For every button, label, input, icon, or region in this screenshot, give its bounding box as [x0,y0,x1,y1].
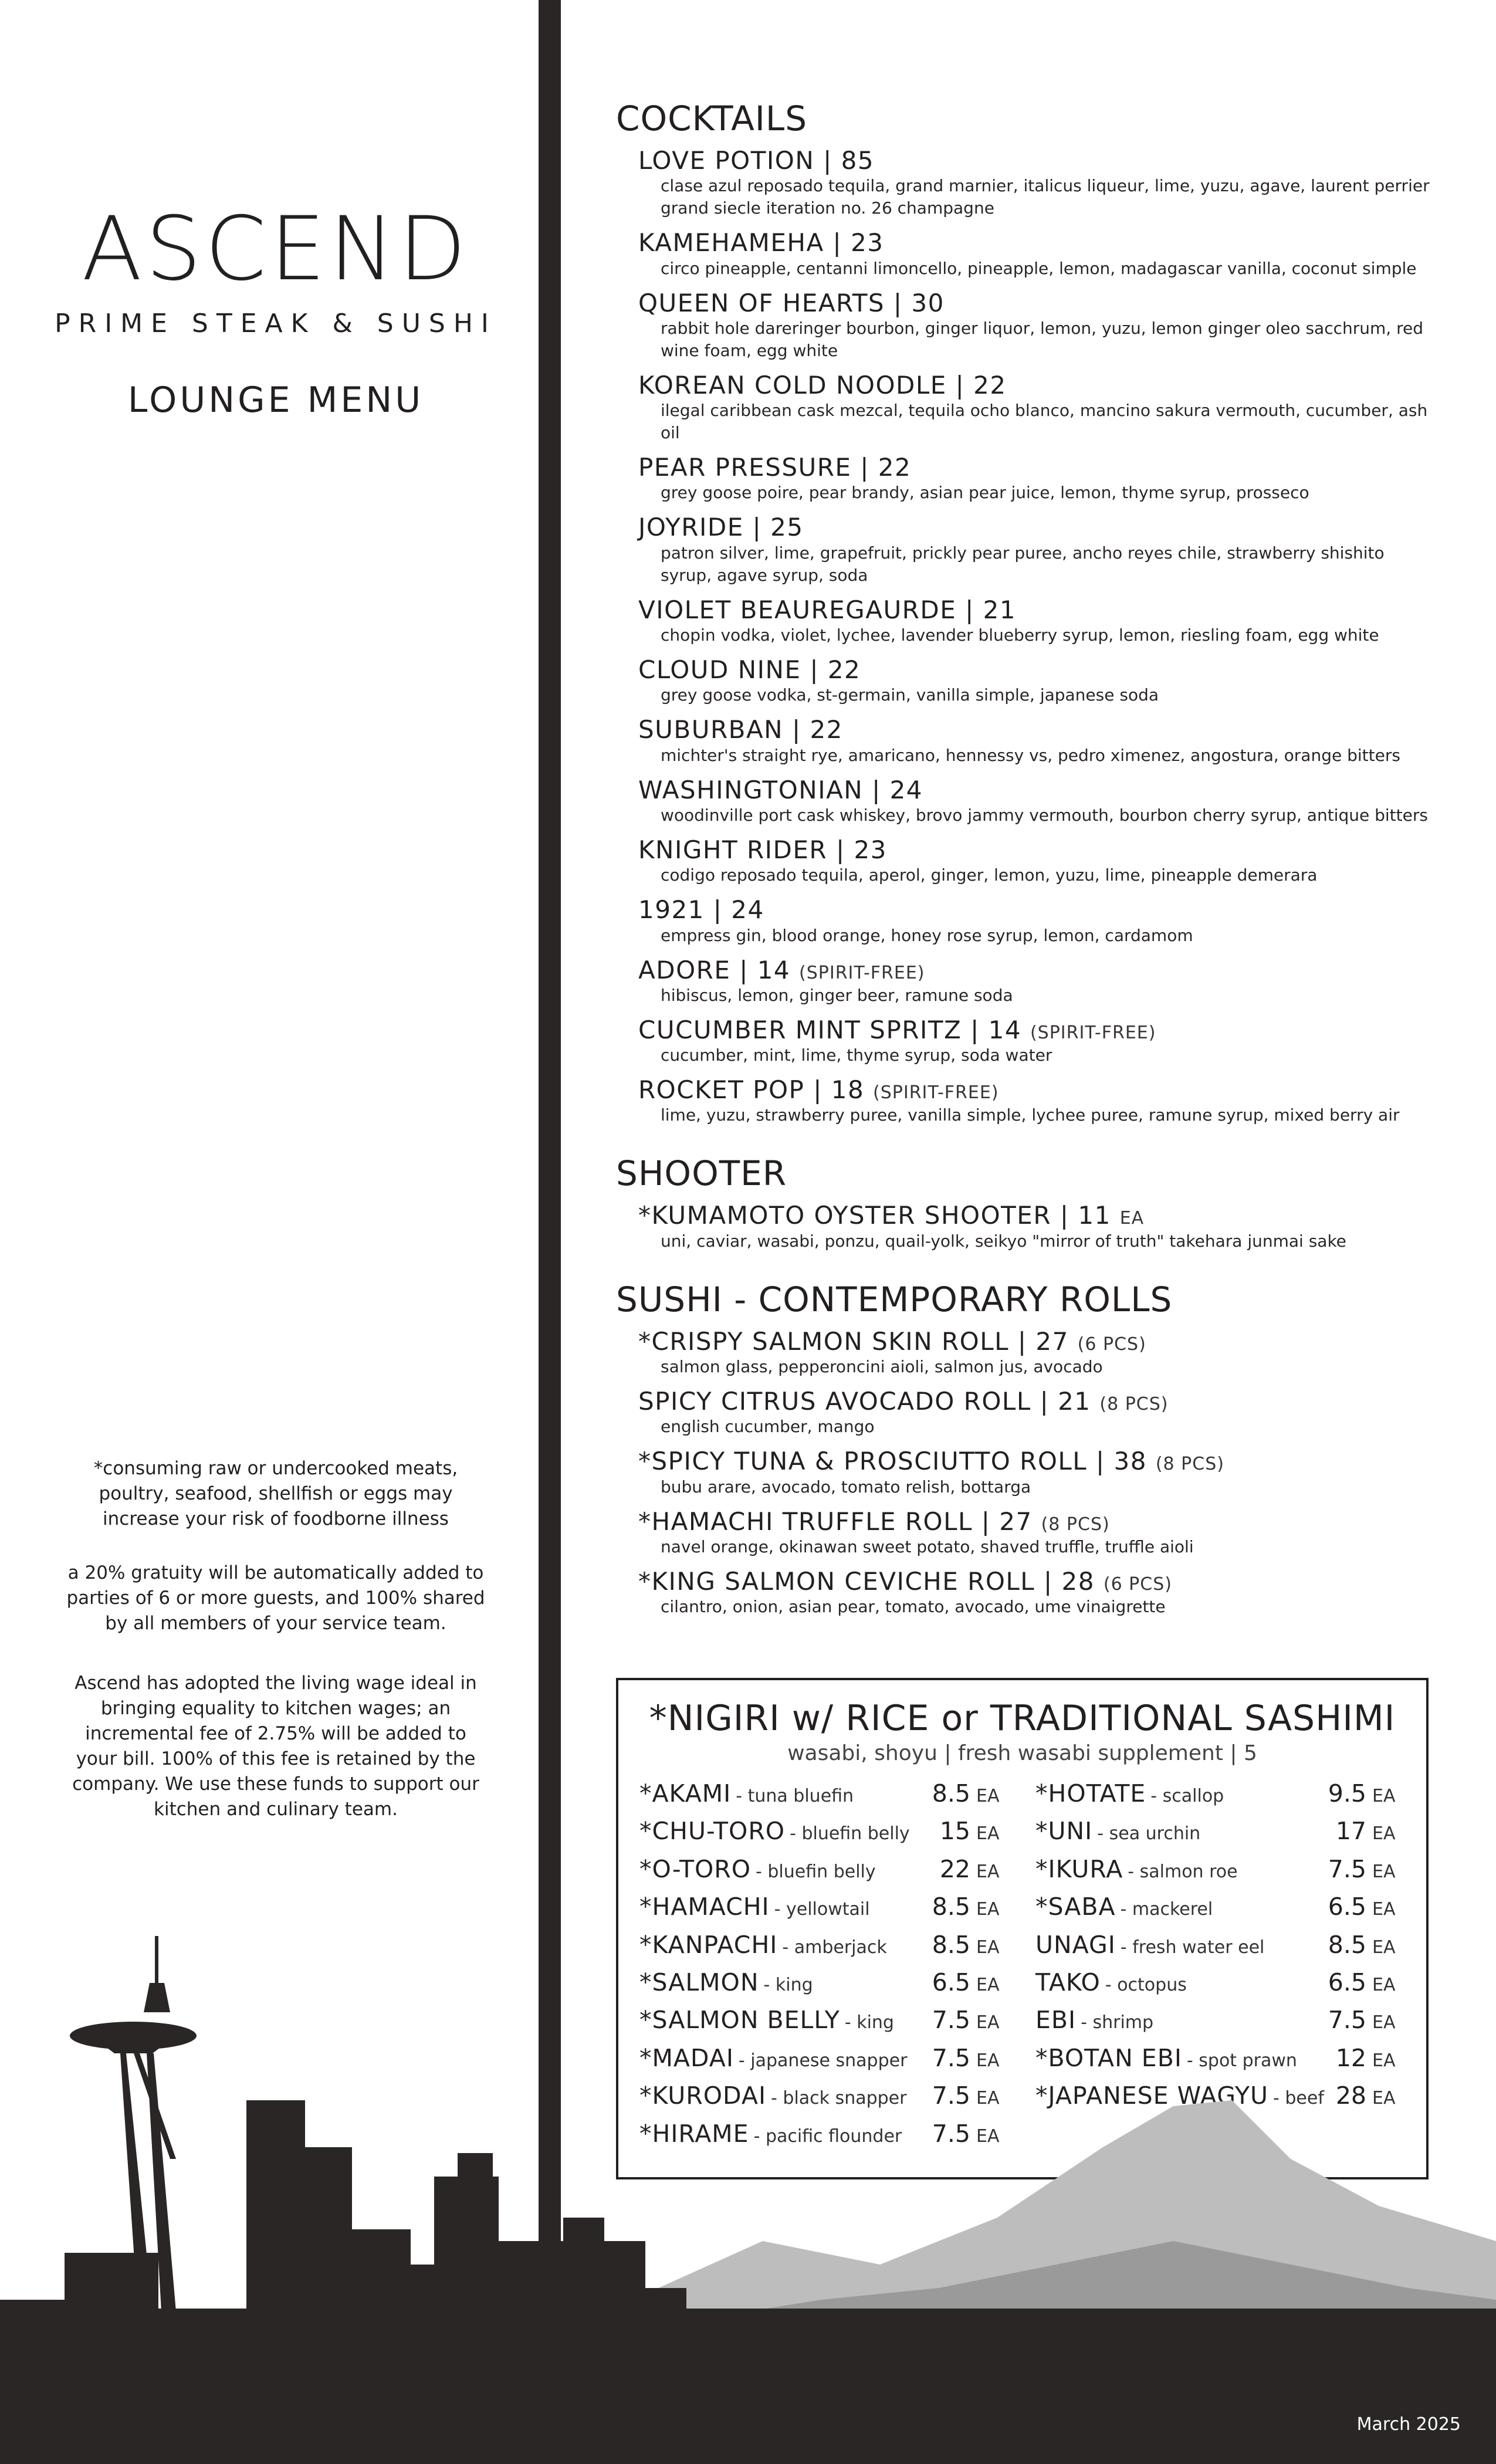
item-description: rabbit hole dareringer bourbon, ginger liquor, lemon, yuzu, lemon ginger oleo sacchrum, red wine foam, egg white [661,318,1423,360]
item-name-price: ROCKET POP | 18 [638,1075,865,1105]
item-heading [638,1328,1437,1356]
gratuity-note: a 20% gratuity will be automatically added to parties of 6 or more guests, and 100% shared by all members of your service team. [66,1562,485,1634]
nigiri-name: *IKURA [1035,1854,1123,1883]
nigiri-unit: EA [976,1823,1000,1844]
item-description: hibiscus, lemon, ginger beer, ramune soda [661,985,1013,1005]
nigiri-description: - japanese snapper [738,2050,908,2071]
nigiri-price: 12 [1335,2043,1366,2072]
nigiri-name: *SABA [1035,1893,1116,1921]
nigiri-description: - salmon roe [1128,1861,1238,1882]
nigiri-price: 8.5 [932,1893,970,1921]
nigiri-name: EBI [1035,2006,1077,2035]
nigiri-description: - pacific flounder [753,2125,902,2147]
ascend-logo: ASCEND [82,198,470,300]
item-heading [638,453,1437,482]
nigiri-description: - tuna bluefin [736,1786,854,1806]
menu-item [638,956,1437,1007]
nigiri-name: *O-TORO [639,1854,752,1883]
nigiri-subtitle: wasabi, shoyu | fresh wasabi supplement | 5 [787,1741,1257,1765]
shooter-list [616,1201,1437,1252]
item-description: english cucumber, mango [661,1417,875,1437]
item-note: (SPIRIT-FREE) [1030,1022,1156,1043]
item-note: (SPIRIT-FREE) [799,962,925,983]
nigiri-description: - amberjack [782,1937,887,1958]
item-description: bubu arare, avocado, tomato relish, bottarga [661,1477,1031,1497]
nigiri-unit: EA [976,2050,1000,2071]
section-title: SHOOTER [616,1153,787,1194]
section-title: COCKTAILS [616,99,808,138]
item-description: clase azul reposado tequila, grand marnier, italicus liqueur, lime, yuzu, agave, laurent perrier grand siecle iteration no. 26 champagne [661,176,1430,218]
nigiri-description: - spot prawn [1186,2050,1297,2071]
nigiri-name: *CHU-TORO [639,1817,786,1846]
nigiri-name: TAKO [1035,1968,1101,1996]
item-heading [638,1508,1437,1536]
menu-item [638,1447,1437,1498]
item-heading [638,1568,1437,1596]
menu-item [638,776,1437,827]
nigiri-name: *BOTAN EBI [1035,2043,1182,2072]
nigiri-name: *MADAI [639,2043,734,2072]
item-name-price: JOYRIDE | 25 [638,513,804,542]
item-description: patron silver, lime, grapefruit, prickly pear puree, ancho reyes chile, strawberry shishito syrup, agave syrup, soda [661,543,1385,585]
nigiri-price: 22 [939,1854,970,1883]
nigiri-unit: EA [1372,1937,1396,1958]
nigiri-unit: EA [976,1899,1000,1920]
item-name-price: *HAMACHI TRUFFLE ROLL | 27 [638,1507,1033,1536]
item-heading [638,371,1437,400]
nigiri-unit: EA [1372,1786,1396,1806]
nigiri-price: 6.5 [1328,1968,1366,1996]
item-name-price: *SPICY TUNA & PROSCIUTTO ROLL | 38 [638,1447,1147,1476]
nigiri-unit: EA [1372,2088,1396,2109]
nigiri-row [1035,1779,1405,1817]
nigiri-description: - octopus [1105,1974,1187,1995]
nigiri-price: 15 [939,1817,970,1846]
item-description: grey goose poire, pear brandy, asian pear juice, lemon, thyme syrup, prosseco [661,483,1309,503]
nigiri-unit: EA [1372,2050,1396,2071]
item-name-price: PEAR PRESSURE | 22 [638,453,912,482]
item-name-price: KAMEHAMEHA | 23 [638,228,884,258]
item-note: (6 PCS) [1103,1573,1172,1595]
nigiri-unit: EA [1372,1899,1396,1920]
nigiri-row [639,1855,1009,1893]
menu-item [638,1328,1437,1378]
nigiri-price: 7.5 [932,2006,970,2035]
nigiri-price: 7.5 [932,2043,970,2072]
item-name-price: *KUMAMOTO OYSTER SHOOTER | 11 [638,1201,1111,1230]
nigiri-price: 8.5 [932,1930,970,1959]
nigiri-unit: EA [976,1786,1000,1806]
nigiri-row [1035,1855,1405,1893]
item-heading [638,147,1437,175]
nigiri-unit: EA [976,1974,1000,1995]
nigiri-price: 7.5 [1328,1854,1366,1883]
menu-item [638,1508,1437,1558]
cocktail-list [616,147,1437,1126]
menu-column [616,99,1437,1627]
nigiri-description: - yellowtail [774,1899,870,1920]
item-name-price: KOREAN COLD NOODLE | 22 [638,370,1007,400]
menu-item [638,596,1437,647]
nigiri-price: 7.5 [932,2119,970,2148]
nigiri-name: *JAPANESE WAGYU [1035,2081,1269,2110]
nigiri-unit: EA [1372,1823,1396,1844]
item-heading [638,836,1437,864]
menu-item [638,229,1437,279]
item-description: navel orange, okinawan sweet potato, shaved truffle, truffle aioli [661,1536,1194,1556]
nigiri-unit: EA [1372,1974,1396,1995]
living-wage-note: Ascend has adopted the living wage ideal in bringing equality to kitchen wages; an incremental fee of 2.75% will be added to your bill. 100% of this fee is retained by the company. We use these funds to support our kitchen and culinary team. [72,1673,479,1820]
item-heading [638,596,1437,624]
item-note: (8 PCS) [1099,1394,1169,1415]
item-name-price: VIOLET BEAUREGAURDE | 21 [638,595,1017,624]
item-name-price: *CRISPY SALMON SKIN ROLL | 27 [638,1326,1069,1356]
nigiri-name: *HAMACHI [639,1893,770,1921]
item-description: salmon glass, pepperoncini aioli, salmon jus, avocado [661,1357,1103,1377]
nigiri-description: - bluefin belly [790,1823,910,1844]
nigiri-unit: EA [976,2012,1000,2033]
item-description: cilantro, onion, asian pear, tomato, avocado, ume vinaigrette [661,1597,1166,1617]
item-note: (8 PCS) [1155,1454,1224,1475]
nigiri-name: UNAGI [1035,1930,1116,1959]
menu-item [638,1387,1437,1438]
nigiri-price: 7.5 [932,2081,970,2110]
nigiri-name: *UNI [1035,1817,1093,1846]
item-description: cucumber, mint, lime, thyme syrup, soda water [661,1045,1052,1065]
item-note: (6 PCS) [1077,1333,1146,1355]
brand-subtitle: PRIME STEAK & SUSHI [55,309,497,339]
item-heading [638,1447,1437,1475]
nigiri-description: - mackerel [1120,1899,1213,1920]
item-name-price: CUCUMBER MINT SPRITZ | 14 [638,1015,1022,1044]
item-heading [638,656,1437,684]
nigiri-unit: EA [976,2088,1000,2109]
item-description: grey goose vodka, st-germain, vanilla simple, japanese soda [661,685,1159,705]
item-heading [638,229,1437,257]
menu-item [638,896,1437,946]
item-name-price: SUBURBAN | 22 [638,715,843,744]
item-note: EA [1119,1208,1145,1229]
nigiri-price: 7.5 [1328,2006,1366,2035]
item-name-price: KNIGHT RIDER | 23 [638,835,887,864]
cocktails-section [616,99,1437,1126]
menu-date: March 2025 [1356,2414,1461,2435]
nigiri-price: 6.5 [1328,1893,1366,1921]
item-description: michter's straight rye, amaricano, hennessy vs, pedro ximenez, angostura, orange bitters [661,745,1400,765]
item-description: chopin vodka, violet, lychee, lavender blueberry syrup, lemon, riesling foam, egg white [661,625,1379,645]
nigiri-unit: EA [1372,1861,1396,1882]
brand-block [0,198,551,421]
item-description: empress gin, blood orange, honey rose syrup, lemon, cardamom [661,925,1193,945]
nigiri-price: 28 [1335,2081,1366,2110]
nigiri-price: 9.5 [1328,1779,1366,1808]
raw-food-warning: *consuming raw or undercooked meats, poultry, seafood, shellfish or eggs may increase your risk of foodborne illness [93,1458,458,1529]
nigiri-description: - beef [1273,2088,1324,2109]
item-name-price: *KING SALMON CEVICHE ROLL | 28 [638,1566,1095,1596]
item-note: (8 PCS) [1041,1514,1110,1535]
nigiri-description: - king [763,1974,813,1995]
item-heading [638,776,1437,804]
item-heading [638,513,1437,541]
menu-name: LOUNGE MENU [127,380,424,421]
menu-item [638,289,1437,362]
item-name-price: LOVE POTION | 85 [638,146,875,175]
seattle-skyline-illustration [0,1913,1496,2464]
nigiri-price: 6.5 [932,1968,970,1996]
menu-item [638,371,1437,444]
nigiri-description: - king [844,2012,894,2033]
sushi-roll-list [616,1328,1437,1618]
nigiri-name: *AKAMI [639,1779,732,1808]
section-title: SUSHI - CONTEMPORARY ROLLS [616,1279,1173,1319]
nigiri-title: *NIGIRI w/ RICE or TRADITIONAL SASHIMI [649,1698,1396,1739]
nigiri-row [639,1779,1009,1817]
nigiri-description: - scallop [1150,1786,1224,1806]
menu-item [638,1201,1437,1252]
nigiri-price: 8.5 [932,1779,970,1808]
sushi-section [616,1280,1437,1618]
nigiri-name: *HIRAME [639,2119,749,2148]
nigiri-name: *KURODAI [639,2081,767,2110]
menu-item [638,1568,1437,1618]
menu-item [638,716,1437,766]
nigiri-unit: EA [1372,2012,1396,2033]
item-name-price: QUEEN OF HEARTS | 30 [638,288,945,317]
item-name-price: SPICY CITRUS AVOCADO ROLL | 21 [638,1387,1091,1416]
item-name-price: ADORE | 14 [638,955,791,984]
item-heading [638,716,1437,744]
item-name-price: CLOUD NINE | 22 [638,655,861,685]
menu-item [638,656,1437,706]
nigiri-name: *SALMON BELLY [639,2006,840,2035]
item-heading [638,1387,1437,1416]
nigiri-row [1035,1817,1405,1854]
item-description: circo pineapple, centanni limoncello, pineapple, lemon, madagascar vanilla, coconut simple [661,258,1417,278]
nigiri-unit: EA [976,2125,1000,2147]
item-description: ilegal caribbean cask mezcal, tequila ocho blanco, mancino sakura vermouth, cucumber, ash oil [661,401,1428,443]
menu-item [638,513,1437,586]
nigiri-description: - black snapper [771,2088,907,2109]
menu-item [638,1076,1437,1126]
menu-item [638,147,1437,219]
item-name-price: WASHINGTONIAN | 24 [638,775,923,804]
item-description: woodinville port cask whiskey, brovo jammy vermouth, bourbon cherry syrup, antique bitters [661,805,1428,825]
nigiri-price: 8.5 [1328,1930,1366,1959]
nigiri-description: - bluefin belly [756,1861,876,1882]
item-heading [638,1201,1437,1230]
menu-item [638,1016,1437,1067]
shooter-section [616,1153,1437,1252]
item-description: uni, caviar, wasabi, ponzu, quail-yolk, seikyo "mirror of truth" takehara junmai sake [661,1231,1346,1251]
menu-item [638,836,1437,886]
item-heading [638,289,1437,317]
nigiri-unit: EA [976,1937,1000,1958]
nigiri-name: *KANPACHI [639,1930,778,1959]
item-heading [638,1016,1437,1044]
item-name-price: 1921 | 24 [638,895,764,925]
nigiri-price: 17 [1335,1817,1366,1846]
menu-item [638,453,1437,504]
nigiri-description: - fresh water eel [1120,1937,1265,1958]
nigiri-row [639,1817,1009,1854]
nigiri-name: *HOTATE [1035,1779,1146,1808]
nigiri-unit: EA [976,1861,1000,1882]
nigiri-description: - sea urchin [1097,1823,1201,1844]
item-description: lime, yuzu, strawberry puree, vanilla simple, lychee puree, ramune syrup, mixed berry air [661,1105,1400,1125]
item-heading [638,1076,1437,1104]
item-description: codigo reposado tequila, aperol, ginger, lemon, yuzu, lime, pineapple demerara [661,865,1318,885]
nigiri-name: *SALMON [639,1968,759,1996]
nigiri-description: - shrimp [1081,2012,1154,2033]
item-heading [638,896,1437,924]
item-heading [638,956,1437,984]
item-note: (SPIRIT-FREE) [873,1082,999,1104]
